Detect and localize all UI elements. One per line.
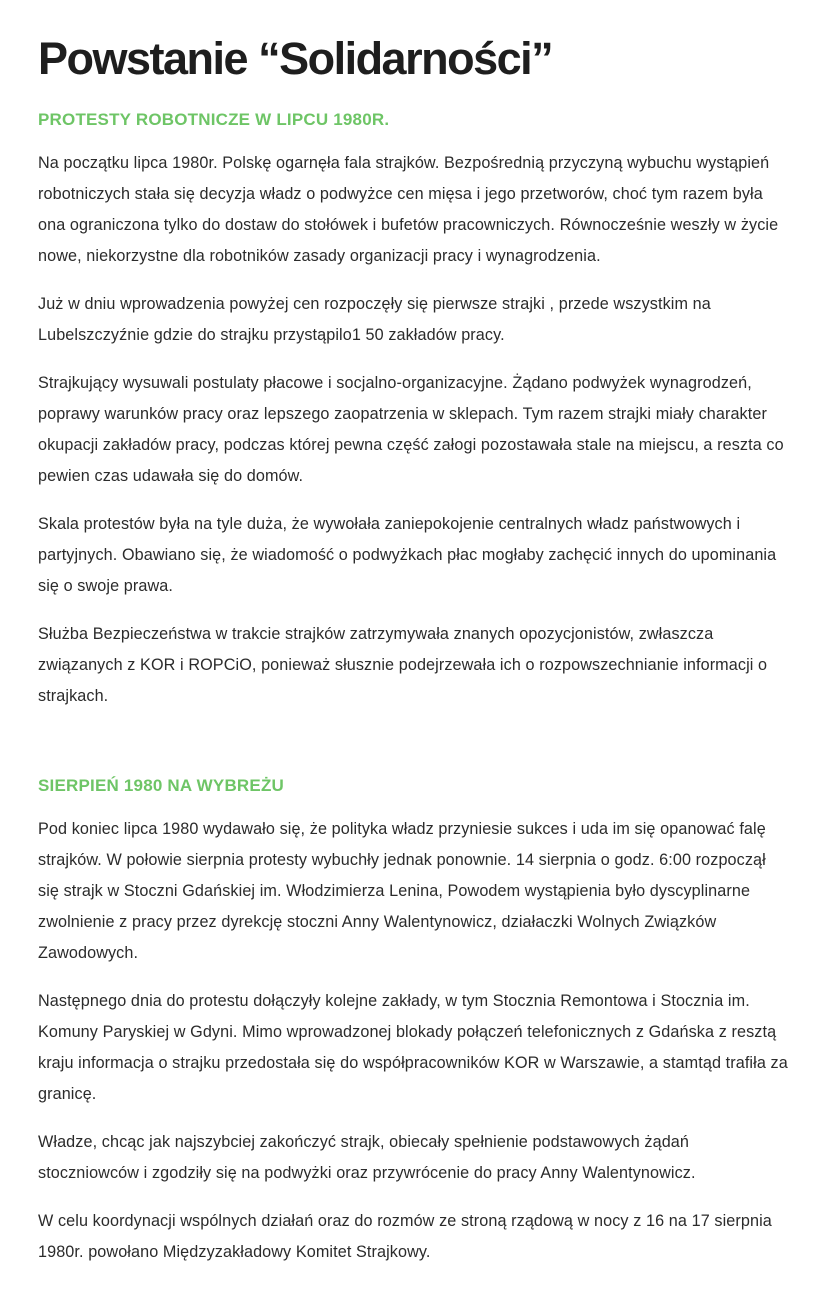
paragraph: Na początku lipca 1980r. Polskę ogarnęła fala strajków. Bezpośrednią przyczyną wybuchu wystąpień robotniczych stała się decyzja władz o podwyżce cen mięsa i jego przetworów, choć tym razem była ona ograniczona tylko do dostaw do stołówek i bufetów pracowniczych. Równocześnie weszły w życie nowe, niekorzystne dla robotników zasady organizacji pracy i wynagrodzenia. xyxy=(38,153,779,265)
paragraph: Już w dniu wprowadzenia powyżej cen rozpoczęły się pierwsze strajki , przede wszystkim na Lubelszczyźnie gdzie do strajku przystąpilo1 50 zakładów pracy. xyxy=(38,294,711,344)
section-sierpien-1980 xyxy=(38,776,790,1268)
paragraph: Pod koniec lipca 1980 wydawało się, że polityka władz przyniesie sukces i uda im się opanować falę strajków. W połowie sierpnia protesty wybuchły jednak ponownie. 14 sierpnia o godz. 6:00 rozpoczął się strajk w Stoczni Gdańskiej im. Włodzimierza Lenina, Powodem wystąpienia było dyscyplinarne zwolnienie z pracy przez dyrekcję stoczni Anny Walentynowicz, działaczki Wolnych Związków Zawodowych. xyxy=(38,819,766,962)
page-title: Powstanie “Solidarności” xyxy=(38,33,553,84)
paragraph: Skala protestów była na tyle duża, że wywołała zaniepokojenie centralnych władz państwowych i partyjnych. Obawiano się, że wiadomość o podwyżkach płac mogłaby zachęcić innych do upominania się o swoje prawa. xyxy=(38,514,777,595)
paragraph: Strajkujący wysuwali postulaty płacowe i socjalno-organizacyjne. Żądano podwyżek wynagrodzeń, poprawy warunków pracy oraz lepszego zaopatrzenia w sklepach. Tym razem strajki miały charakter okupacji zakładów pracy, podczas której pewna część załogi pozostawała stale na miejscu, a reszta co pewien czas udawała się do domów. xyxy=(38,373,784,485)
paragraph: W celu koordynacji wspólnych działań oraz do rozmów ze stroną rządową w nocy z 16 na 17 sierpnia 1980r. powołano Międzyzakładowy Komitet Strajkowy. xyxy=(38,1211,772,1261)
section-heading-protesty: PROTESTY ROBOTNICZE W LIPCU 1980R. xyxy=(38,109,390,129)
section-heading-sierpien: SIERPIEŃ 1980 NA WYBREŻU xyxy=(38,775,285,795)
paragraph: Władze, chcąc jak najszybciej zakończyć strajk, obiecały spełnienie podstawowych żądań stoczniowców i zgodziły się na podwyżki oraz przywrócenie do pracy Anny Walentynowicz. xyxy=(38,1132,696,1182)
paragraph: Następnego dnia do protestu dołączyły kolejne zakłady, w tym Stocznia Remontowa i Stocznia im. Komuny Paryskiej w Gdyni. Mimo wprowadzonej blokady połączeń telefonicznych z Gdańska z resztą kraju informacja o strajku przedostała się do współpracowników KOR w Warszawie, a stamtąd trafiła za granicę. xyxy=(38,991,788,1103)
section-protesty-robotnicze xyxy=(38,110,790,712)
paragraph: Służba Bezpieczeństwa w trakcie strajków zatrzymywała znanych opozycjonistów, zwłaszcza związanych z KOR i ROPCiO, ponieważ słusznie podejrzewała ich o rozpowszechnianie informacji o strajkach. xyxy=(38,624,768,705)
